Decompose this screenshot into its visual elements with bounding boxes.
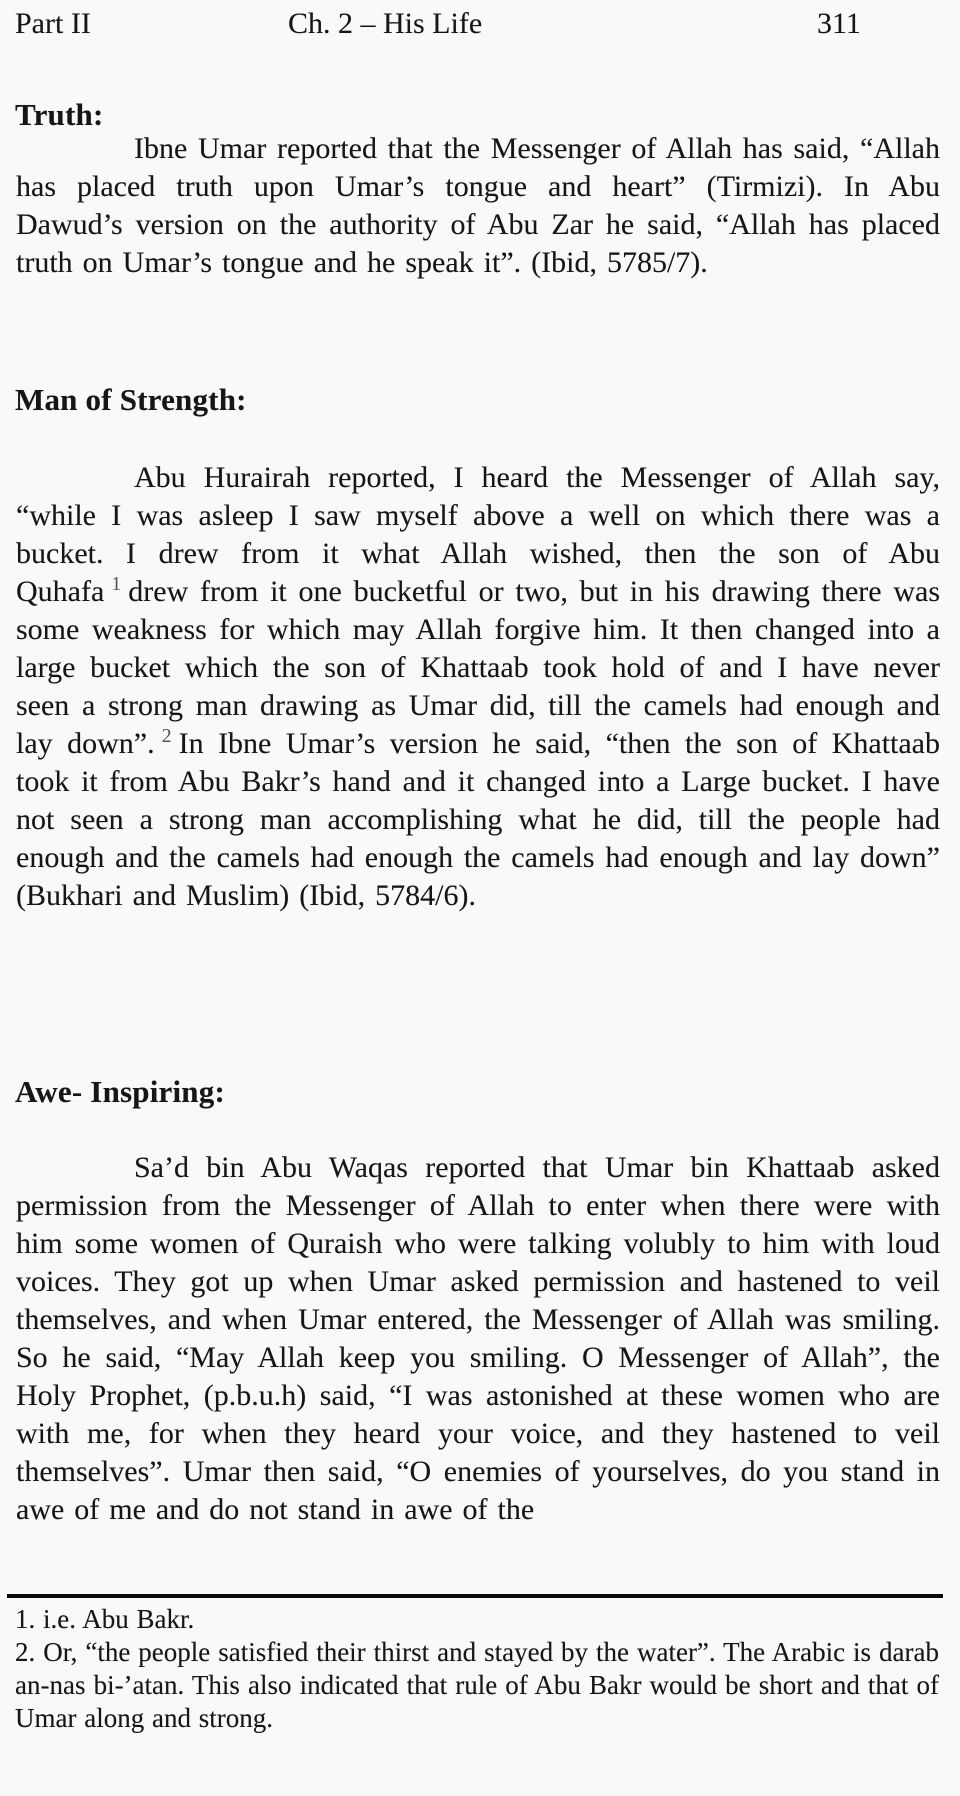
section-heading-truth: Truth: xyxy=(15,97,104,132)
header-part-label: Part II xyxy=(15,7,91,40)
footnote-ref-2: 2 xyxy=(161,725,172,747)
paragraph-text: In Ibne Umar’s version he said, “then the son of Khattaab took it from Abu Bakr’s hand and it changed into a Large bucket. I have not seen a strong man accomplishing what he did, till the people had enough and the camels had enough the camels had enough and lay down” (Bukhari and Muslim) (Ibid, 5784/6). xyxy=(16,727,940,912)
paragraph-text: drew from it one bucketful or two, but in his drawing there was some weakness for which may Allah forgive him. It then changed into a large bucket which the son of Khattaab took hold of and I have never seen a strong man drawing as Umar did, till the camels had enough and lay down”. xyxy=(16,575,940,760)
paragraph-awe-inspiring: Sa’d bin Abu Waqas reported that Umar bin Khattaab asked permission from the Messenger of Allah to enter when there were with him some women of Quraish who were talking volubly to him with loud voices. They got up when Umar asked permission and hastened to veil themselves, and when Umar entered, the Messenger of Allah was smiling. So he said, “May Allah keep you smiling. O Messenger of Allah”, the Holy Prophet, (p.b.u.h) said, “I was astonished at these women who are with me, for when they heard your voice, and they hastened to veil themselves”. Umar then said, “O enemies of yourselves, do you stand in awe of me and do not stand in awe of the xyxy=(16,1151,940,1526)
section-heading-man-of-strength: Man of Strength: xyxy=(15,382,247,417)
header-chapter-title: Ch. 2 – His Life xyxy=(288,7,483,40)
paragraph-man-of-strength xyxy=(16,459,940,915)
section-heading-awe-inspiring: Awe- Inspiring: xyxy=(15,1074,225,1109)
footnote-item-1: 1. i.e. Abu Bakr. xyxy=(15,1604,195,1634)
paragraph-text: Abu Hurairah reported, I heard the Messenger of Allah say, “while I was asleep I saw myself above a well on which there was a bucket. I drew from it what Allah wished, then the son of Abu Quhafa xyxy=(16,461,940,608)
footnote-ref-1: 1 xyxy=(111,573,122,595)
footnotes-block xyxy=(15,1603,939,1735)
page-header xyxy=(0,6,960,46)
footnote-item-2: 2. Or, “the people satisfied their thirst and stayed by the water”. The Arabic is darab an-nas bi-’atan. This also indicated that rule of Abu Bakr would be short and that of Umar along and strong. xyxy=(15,1637,939,1733)
paragraph-truth: Ibne Umar reported that the Messenger of Allah has said, “Allah has placed truth upon Umar’s tongue and heart” (Tirmizi). In Abu Dawud’s version on the authority of Abu Zar he said, “Allah has placed truth on Umar’s tongue and he speak it”. (Ibid, 5785/7). xyxy=(16,132,940,279)
footnote-divider-rule xyxy=(7,1594,943,1598)
header-page-number: 311 xyxy=(817,7,861,40)
